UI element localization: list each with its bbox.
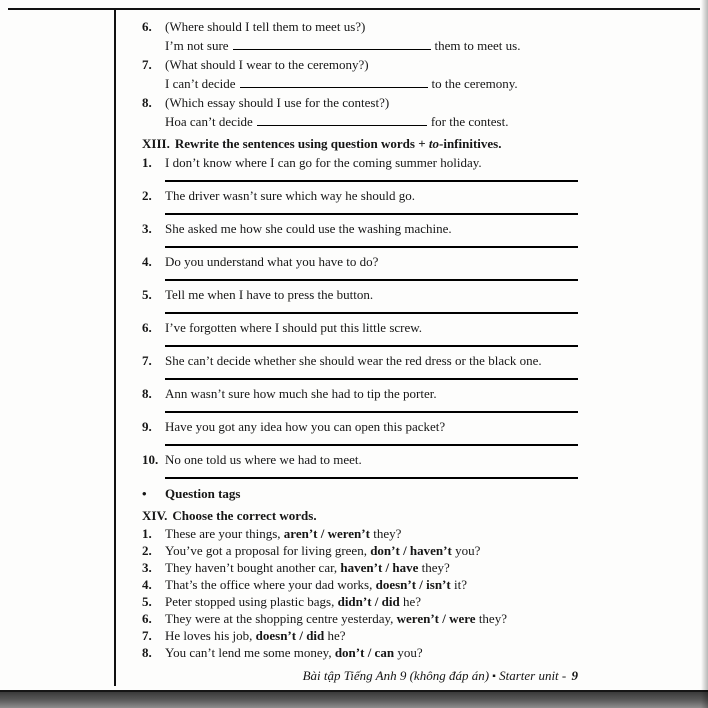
item-text-end: they? xyxy=(475,611,507,626)
item-text-end: they? xyxy=(369,526,402,541)
answer-line xyxy=(165,469,578,479)
section-14-heading xyxy=(142,506,578,525)
item-question: (What should I wear to the ceremony?) xyxy=(165,57,369,72)
question-tags-heading xyxy=(142,484,578,503)
answer-line xyxy=(165,238,578,248)
item-number: 8. xyxy=(142,386,152,401)
section-13-title-italic: to xyxy=(428,136,439,151)
item-choices: didn’t / did xyxy=(337,594,400,609)
item-question: (Where should I tell them to meet us?) xyxy=(165,19,366,34)
rewrite-item-3 xyxy=(142,219,578,248)
item-sentence: I’ve forgotten where I should put this little screw. xyxy=(165,320,423,335)
answer-blank xyxy=(240,76,428,88)
answer-line xyxy=(165,172,578,182)
item-sentence: Ann wasn’t sure how much she had to tip the porter. xyxy=(165,386,437,401)
item-text-end: you? xyxy=(451,543,481,558)
item-number: 3. xyxy=(142,560,152,575)
answer-before: I’m not sure xyxy=(165,38,229,53)
choice-item-3 xyxy=(142,559,578,576)
separator-square-icon: ▪ xyxy=(492,671,496,682)
answer-before: I can’t decide xyxy=(165,76,236,91)
item-text: They haven’t bought another car, xyxy=(165,560,341,575)
item-text-end: he? xyxy=(399,594,422,609)
item-sentence: Tell me when I have to press the button. xyxy=(165,287,374,302)
answer-after: them to meet us. xyxy=(434,38,521,53)
item-text-end: they? xyxy=(418,560,450,575)
item-sentence: She asked me how she could use the washing machine. xyxy=(165,221,452,236)
answer-after: for the contest. xyxy=(430,114,509,129)
item-text: He loves his job, xyxy=(165,628,256,643)
book-title: Bài tập Tiếng Anh 9 (không đáp án) xyxy=(302,668,490,683)
choice-item-6 xyxy=(142,610,578,627)
page-left-border xyxy=(114,8,116,686)
item-number: 8. xyxy=(142,645,152,660)
item-text: You can’t lend me some money, xyxy=(165,645,335,660)
answer-line xyxy=(165,205,578,215)
rewrite-item-9 xyxy=(142,417,578,446)
item-number: 6. xyxy=(142,611,152,626)
item-number: 8. xyxy=(142,95,152,110)
rewrite-item-2 xyxy=(142,186,578,215)
item-question: (Which essay should I use for the contest?) xyxy=(165,95,390,110)
page-content xyxy=(142,17,578,661)
item-number: 7. xyxy=(142,57,152,72)
item-number: 5. xyxy=(142,287,152,302)
item-answer xyxy=(142,36,578,55)
answer-blank xyxy=(233,38,431,50)
answer-after: to the ceremony. xyxy=(431,76,518,91)
item-number: 6. xyxy=(142,19,152,34)
item-choices: don’t / haven’t xyxy=(370,543,452,558)
item-number: 1. xyxy=(142,155,152,170)
item-number: 6. xyxy=(142,320,152,335)
item-sentence: Do you understand what you have to do? xyxy=(165,254,379,269)
page-footer xyxy=(303,668,578,684)
item-text: Peter stopped using plastic bags, xyxy=(165,594,338,609)
item-text: These are your things, xyxy=(165,526,284,541)
answer-line xyxy=(165,337,578,347)
item-sentence: The driver wasn’t sure which way he should go. xyxy=(165,188,415,203)
answer-line xyxy=(165,403,578,413)
answer-line xyxy=(165,436,578,446)
item-number: 1. xyxy=(142,526,152,541)
item-number: 7. xyxy=(142,353,152,368)
item-number: 2. xyxy=(142,188,152,203)
unit-label: Starter unit - xyxy=(499,668,567,683)
page-right-shadow xyxy=(701,0,708,708)
exercise-item-8 xyxy=(142,93,578,131)
item-choices: doesn’t / did xyxy=(255,628,325,643)
item-number: 3. xyxy=(142,221,152,236)
choice-item-4 xyxy=(142,576,578,593)
item-answer xyxy=(142,112,578,131)
item-answer xyxy=(142,74,578,93)
answer-blank xyxy=(257,114,427,126)
question-tags-title: Question tags xyxy=(165,486,241,501)
rewrite-item-10 xyxy=(142,450,578,479)
rewrite-item-6 xyxy=(142,318,578,347)
item-number: 5. xyxy=(142,594,152,609)
book-bottom-edge xyxy=(0,690,708,708)
rewrite-item-5 xyxy=(142,285,578,314)
choice-item-8 xyxy=(142,644,578,661)
rewrite-item-8 xyxy=(142,384,578,413)
choice-item-7 xyxy=(142,627,578,644)
item-choices: haven’t / have xyxy=(340,560,419,575)
item-sentence: No one told us where we had to meet. xyxy=(165,452,362,467)
page-number: 9 xyxy=(571,668,578,683)
item-text-end: it? xyxy=(450,577,467,592)
item-number: 7. xyxy=(142,628,152,643)
answer-line xyxy=(165,271,578,281)
item-sentence: Have you got any idea how you can open this packet? xyxy=(165,419,446,434)
section-13-title: Rewrite the sentences using question words + xyxy=(174,136,429,151)
item-choices: doesn’t / isn’t xyxy=(375,577,451,592)
rewrite-item-4 xyxy=(142,252,578,281)
answer-line xyxy=(165,304,578,314)
item-text: They were at the shopping centre yesterday, xyxy=(165,611,397,626)
section-14-title: Choose the correct words. xyxy=(172,508,317,523)
item-sentence: She can’t decide whether she should wear the red dress or the black one. xyxy=(165,353,542,368)
choice-item-2 xyxy=(142,542,578,559)
rewrite-item-1 xyxy=(142,153,578,182)
item-text: You’ve got a proposal for living green, xyxy=(165,543,371,558)
item-choices: weren’t / were xyxy=(396,611,476,626)
item-text-end: you? xyxy=(394,645,423,660)
choice-item-5 xyxy=(142,593,578,610)
item-choices: aren’t / weren’t xyxy=(283,526,370,541)
item-text-end: he? xyxy=(324,628,346,643)
section-13-label: XIII. xyxy=(142,136,170,151)
choice-item-1 xyxy=(142,525,578,542)
item-number: 2. xyxy=(142,543,152,558)
item-choices: don’t / can xyxy=(334,645,395,660)
answer-before: Hoa can’t decide xyxy=(165,114,253,129)
section-13-heading xyxy=(142,134,578,153)
page-top-border xyxy=(8,8,700,10)
item-number: 4. xyxy=(142,254,152,269)
bullet-icon: • xyxy=(142,486,147,501)
item-number: 10. xyxy=(142,452,159,467)
item-text: That’s the office where your dad works, xyxy=(165,577,376,592)
answer-line xyxy=(165,370,578,380)
exercise-item-7 xyxy=(142,55,578,93)
section-13-title-end: -infinitives. xyxy=(439,136,502,151)
item-sentence: I don’t know where I can go for the coming summer holiday. xyxy=(165,155,482,170)
item-number: 9. xyxy=(142,419,152,434)
exercise-item-6 xyxy=(142,17,578,55)
rewrite-item-7 xyxy=(142,351,578,380)
section-14-label: XIV. xyxy=(142,508,168,523)
item-number: 4. xyxy=(142,577,152,592)
